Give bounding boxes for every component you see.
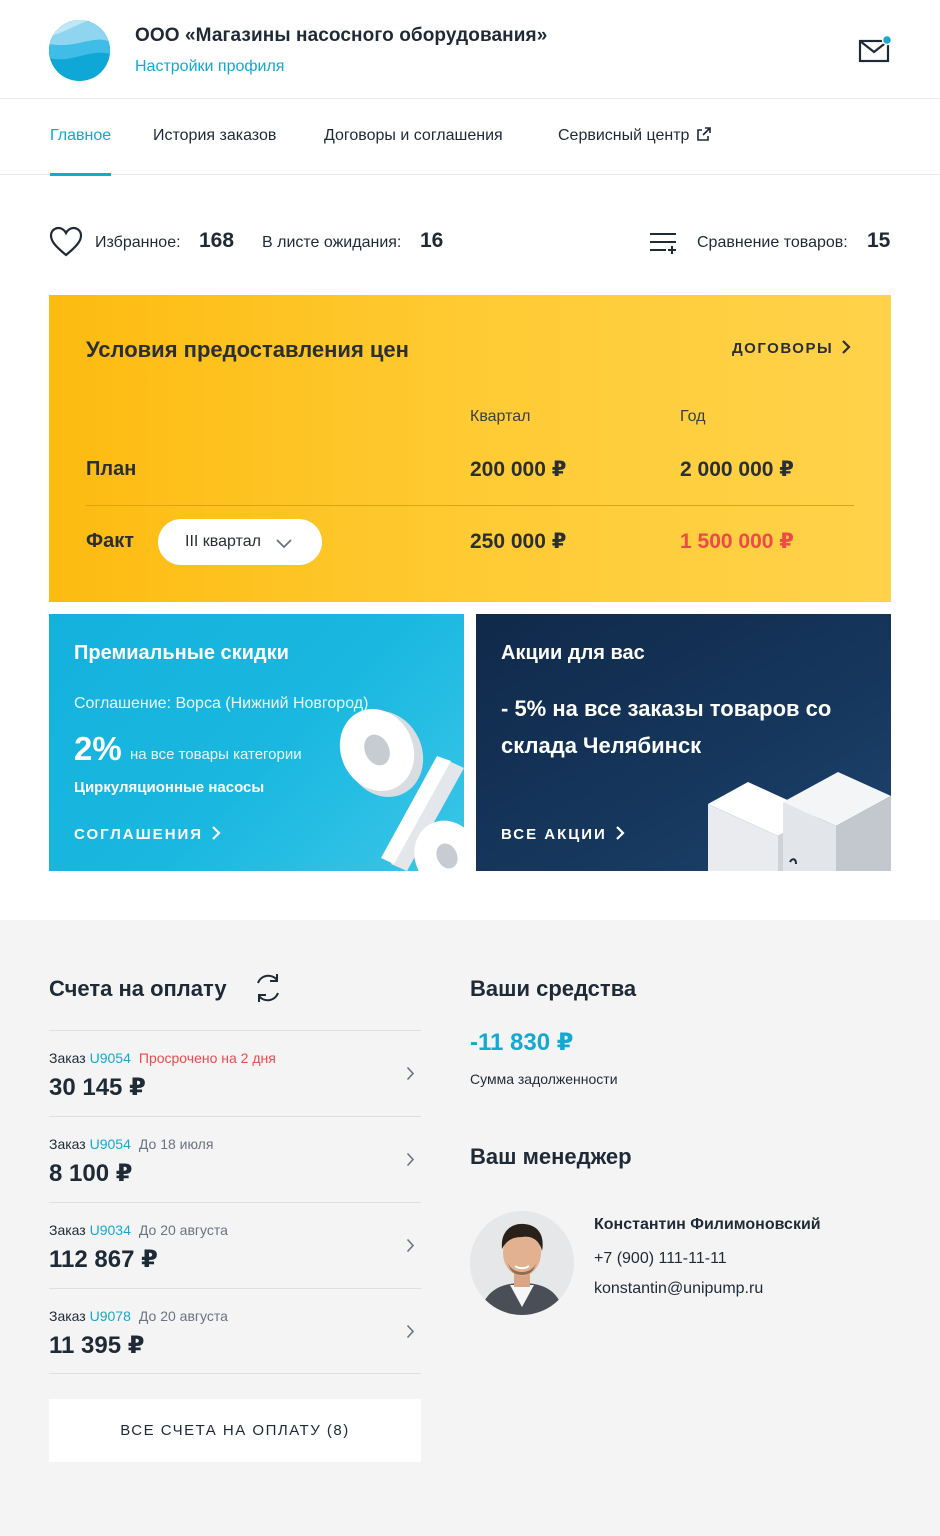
favorites-label: Избранное:	[95, 234, 181, 251]
heart-icon[interactable]	[49, 226, 83, 258]
invoice-amount: 8 100 ₽	[49, 1160, 133, 1187]
order-word: Заказ	[49, 1050, 86, 1066]
manager-email[interactable]: konstantin@unipump.ru	[594, 1280, 764, 1297]
invoice-list	[49, 1030, 421, 1374]
agreements-link[interactable]	[74, 826, 221, 843]
invoice-row[interactable]	[49, 1030, 421, 1116]
invoice-amount: 30 145 ₽	[49, 1074, 146, 1101]
discount-description: на все товары категории	[130, 746, 302, 763]
contracts-link-label: ДОГОВОРЫ	[732, 340, 834, 357]
invoice-amount: 112 867 ₽	[49, 1246, 158, 1273]
tab-contracts[interactable]: Договоры и соглашения	[324, 127, 503, 144]
funds-title: Ваши средства	[470, 976, 637, 1001]
premium-discounts-card	[49, 614, 464, 871]
invoice-meta	[49, 1136, 213, 1152]
chevron-right-icon	[406, 1324, 415, 1339]
plan-quarter-amount: 200 000 ₽	[470, 458, 567, 481]
divider	[86, 505, 854, 506]
price-conditions-card	[49, 295, 891, 602]
main-nav	[0, 99, 940, 175]
chevron-right-icon	[406, 1238, 415, 1253]
quarter-select[interactable]	[158, 519, 322, 565]
plan-label: План	[86, 458, 137, 480]
order-word: Заказ	[49, 1136, 86, 1152]
balance-label: Сумма задолженности	[470, 1071, 618, 1087]
tab-service-center[interactable]	[558, 127, 711, 175]
plan-year-amount: 2 000 000 ₽	[680, 458, 794, 481]
agreements-link-label: СОГЛАШЕНИЯ	[74, 826, 204, 843]
invoice-status: До 20 августа	[138, 1222, 228, 1238]
mail-icon[interactable]	[858, 35, 892, 65]
chevron-right-icon	[615, 826, 625, 840]
promo-title: Акции для вас	[501, 642, 645, 664]
order-number-link[interactable]: U9054	[89, 1136, 131, 1152]
waitlist-count[interactable]: 16	[420, 229, 444, 252]
fact-quarter-amount: 250 000 ₽	[470, 530, 567, 553]
order-word: Заказ	[49, 1222, 86, 1238]
quarter-select-value: III квартал	[185, 533, 261, 550]
manager-phone[interactable]: +7 (900) 111-11-11	[594, 1250, 727, 1267]
compare-count[interactable]: 15	[867, 229, 891, 252]
chevron-right-icon	[406, 1066, 415, 1081]
invoice-row[interactable]	[49, 1288, 421, 1374]
chevron-right-icon	[406, 1152, 415, 1167]
invoice-status: До 18 июля	[138, 1136, 214, 1152]
price-conditions-title: Условия предоставления цен	[86, 337, 409, 362]
invoice-status: До 20 августа	[138, 1308, 228, 1324]
all-invoices-button[interactable]: ВСЕ СЧЕТА НА ОПЛАТУ (8)	[49, 1399, 421, 1462]
contracts-link[interactable]	[732, 340, 851, 357]
refresh-icon[interactable]	[253, 971, 283, 1005]
waitlist-label: В листе ожидания:	[262, 234, 402, 251]
manager-name: Константин Филимоновский	[594, 1216, 821, 1233]
bottom-section	[0, 920, 940, 1536]
manager-avatar	[470, 1211, 574, 1315]
tab-service-center-label: Сервисный центр	[558, 127, 690, 144]
column-year: Год	[680, 408, 706, 425]
all-promos-link[interactable]	[501, 826, 625, 843]
discount-category: Циркуляционные насосы	[74, 779, 265, 796]
invoice-meta	[49, 1308, 228, 1324]
app-header	[0, 0, 940, 99]
balance-amount: -11 830 ₽	[470, 1029, 574, 1056]
invoices-title: Счета на оплату	[49, 976, 227, 1001]
order-number-link[interactable]: U9054	[89, 1050, 131, 1066]
invoice-meta	[49, 1050, 276, 1066]
company-logo	[49, 20, 110, 81]
external-link-icon	[697, 127, 711, 141]
column-quarter: Квартал	[470, 408, 531, 425]
promo-text: - 5% на все заказы товаров со склада Челябинск	[501, 696, 832, 758]
invoice-status: Просрочено на 2 дня	[138, 1050, 276, 1066]
chevron-down-icon	[276, 536, 292, 546]
tab-order-history[interactable]: История заказов	[153, 127, 277, 144]
fact-year-amount: 1 500 000 ₽	[680, 530, 794, 553]
invoice-amount: 11 395 ₽	[49, 1332, 145, 1359]
premium-title: Премиальные скидки	[74, 642, 289, 664]
manager-title: Ваш менеджер	[470, 1144, 632, 1169]
compare-label: Сравнение товаров:	[697, 234, 848, 251]
chevron-right-icon	[841, 340, 851, 354]
compare-list-icon[interactable]	[649, 231, 679, 255]
invoice-row[interactable]	[49, 1116, 421, 1202]
fact-label: Факт	[86, 530, 134, 552]
discount-value: 2%	[74, 730, 122, 767]
invoice-meta	[49, 1222, 228, 1238]
invoice-row[interactable]	[49, 1202, 421, 1288]
all-promos-link-label: ВСЕ АКЦИИ	[501, 826, 607, 843]
tab-main[interactable]: Главное	[50, 127, 111, 175]
order-number-link[interactable]: U9034	[89, 1222, 131, 1238]
boxes-illustration	[708, 762, 891, 871]
order-word: Заказ	[49, 1308, 86, 1324]
percent-sign-illustration	[339, 706, 464, 871]
chevron-right-icon	[211, 826, 221, 840]
company-name: ООО «Магазины насосного оборудования»	[135, 25, 548, 46]
promotions-card	[476, 614, 891, 871]
profile-settings-link[interactable]: Настройки профиля	[135, 58, 285, 75]
counters-bar	[0, 222, 940, 262]
favorites-count[interactable]: 168	[199, 229, 235, 252]
order-number-link[interactable]: U9078	[89, 1308, 131, 1324]
agreement-text: Соглашение: Ворса (Нижний Новгород)	[74, 695, 369, 712]
